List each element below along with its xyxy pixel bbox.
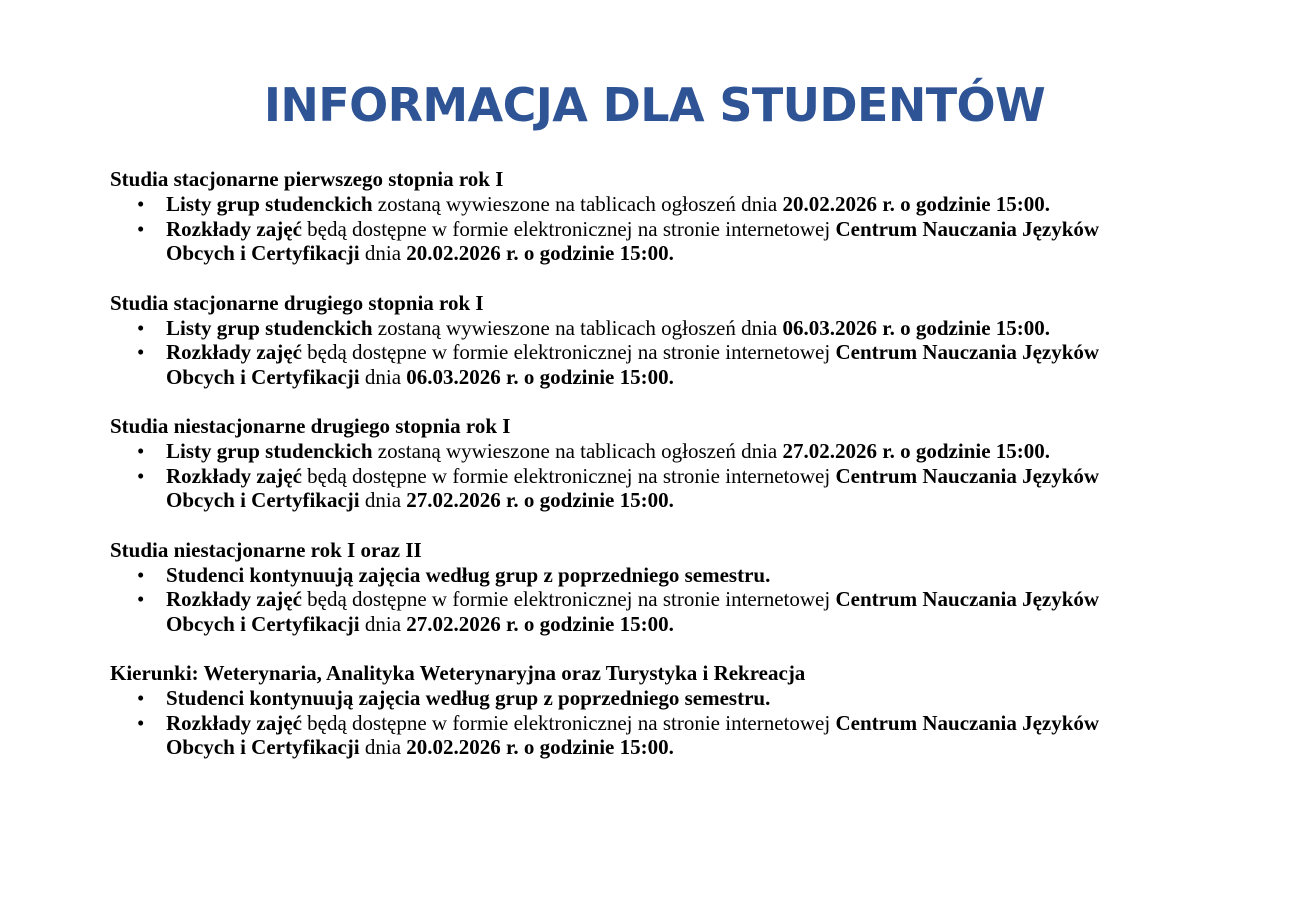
item-institution: Centrum Nauczania Języków <box>835 216 1100 241</box>
item-text: będą dostępne w formie elektronicznej na stronie internetowej <box>301 463 836 488</box>
section-niestacjonarne-drugiego-stopnia <box>110 414 1170 513</box>
item-bold-text: Studenci kontynuują zajęcia według grup z poprzedniego semestru. <box>166 686 771 710</box>
list-item <box>110 439 1170 464</box>
bullet-icon: • <box>137 192 145 216</box>
section-heading: Kierunki: Weterynaria, Analityka Weterynaryjna oraz Turystyka i Rekreacja <box>110 661 806 685</box>
bullet-icon: • <box>137 686 145 710</box>
item-bold-text: Rozkłady zajęć <box>166 587 302 611</box>
bullet-icon: • <box>137 315 145 340</box>
item-bold-text: Studenci kontynuują zajęcia według grup z poprzedniego semestru. <box>166 562 771 587</box>
item-institution-cont: Obcych i Certyfikacji <box>166 611 360 636</box>
item-bold-text: Listy grup studenckich <box>166 315 373 340</box>
item-date: 27.02.2026 r. o godzinie 15:00. <box>406 488 674 512</box>
item-institution-cont: Obcych i Certyfikacji <box>166 488 360 512</box>
item-text: dnia <box>359 241 407 265</box>
item-text: będą dostępne w formie elektronicznej na stronie internetowej <box>301 710 836 735</box>
section-stacjonarne-pierwszego-stopnia <box>110 167 1170 266</box>
item-institution: Centrum Nauczania Języków <box>835 340 1100 364</box>
bullet-icon: • <box>137 587 145 611</box>
item-text: dnia <box>359 364 407 389</box>
bullet-icon: • <box>137 340 145 364</box>
item-institution: Centrum Nauczania Języków <box>835 710 1100 735</box>
item-institution-cont: Obcych i Certyfikacji <box>166 364 360 389</box>
list-item <box>110 711 1170 760</box>
list-item <box>110 587 1170 636</box>
item-institution: Centrum Nauczania Języków <box>835 463 1100 488</box>
item-text: dnia <box>359 611 407 636</box>
item-bold-text: Rozkłady zajęć <box>166 463 302 488</box>
item-text: zostaną wywieszone na tablicach ogłoszeń dnia <box>372 439 783 463</box>
list-item <box>110 563 1170 588</box>
bullet-icon: • <box>137 463 145 488</box>
bullet-list <box>110 439 1170 513</box>
item-institution-cont: Obcych i Certyfikacji <box>166 735 360 759</box>
item-bold-text: Listy grup studenckich <box>166 192 373 216</box>
list-item <box>110 192 1170 217</box>
item-bold-text: Rozkłady zajęć <box>166 340 302 364</box>
item-text: będą dostępne w formie elektronicznej na stronie internetowej <box>301 587 836 611</box>
item-institution-cont: Obcych i Certyfikacji <box>166 241 360 265</box>
section-niestacjonarne-rok-i-ii <box>110 538 1170 637</box>
list-item <box>110 316 1170 341</box>
item-date: 27.02.2026 r. o godzinie 15:00. <box>406 611 674 636</box>
item-text: dnia <box>359 735 407 759</box>
bullet-list <box>110 316 1170 390</box>
item-text: dnia <box>359 488 407 512</box>
item-text: zostaną wywieszone na tablicach ogłoszeń dnia <box>372 192 783 216</box>
bullet-list <box>110 192 1170 266</box>
section-heading: Studia stacjonarne pierwszego stopnia rok I <box>110 167 504 191</box>
bullet-list <box>110 563 1170 637</box>
item-bold-text: Rozkłady zajęć <box>166 216 302 241</box>
page-title: INFORMACJA DLA STUDENTÓW <box>263 78 1046 132</box>
bullet-list <box>110 686 1170 760</box>
item-bold-text: Listy grup studenckich <box>166 439 373 463</box>
section-kierunki-weterynaria <box>110 661 1170 760</box>
section-heading: Studia niestacjonarne rok I oraz II <box>110 537 422 562</box>
section-heading: Studia niestacjonarne drugiego stopnia rok I <box>110 414 511 438</box>
list-item <box>110 217 1170 266</box>
item-bold-text: Rozkłady zajęć <box>166 710 302 735</box>
item-date: 20.02.2026 r. o godzinie 15:00. <box>782 192 1051 216</box>
section-heading: Studia stacjonarne drugiego stopnia rok I <box>110 290 484 315</box>
list-item <box>110 464 1170 513</box>
list-item <box>110 686 1170 711</box>
item-date: 06.03.2026 r. o godzinie 15:00. <box>782 315 1051 340</box>
bullet-icon: • <box>137 216 145 241</box>
item-date: 27.02.2026 r. o godzinie 15:00. <box>782 439 1051 463</box>
document-content <box>110 167 1170 785</box>
bullet-icon: • <box>137 562 145 587</box>
item-text: będą dostępne w formie elektronicznej na stronie internetowej <box>301 216 836 241</box>
bullet-icon: • <box>137 710 145 735</box>
bullet-icon: • <box>137 439 145 463</box>
item-date: 06.03.2026 r. o godzinie 15:00. <box>406 364 674 389</box>
item-institution: Centrum Nauczania Języków <box>835 587 1100 611</box>
item-date: 20.02.2026 r. o godzinie 15:00. <box>406 735 674 759</box>
item-text: zostaną wywieszone na tablicach ogłoszeń dnia <box>372 315 783 340</box>
section-stacjonarne-drugiego-stopnia <box>110 291 1170 390</box>
list-item <box>110 340 1170 389</box>
item-date: 20.02.2026 r. o godzinie 15:00. <box>406 241 674 265</box>
item-text: będą dostępne w formie elektronicznej na stronie internetowej <box>301 340 836 364</box>
